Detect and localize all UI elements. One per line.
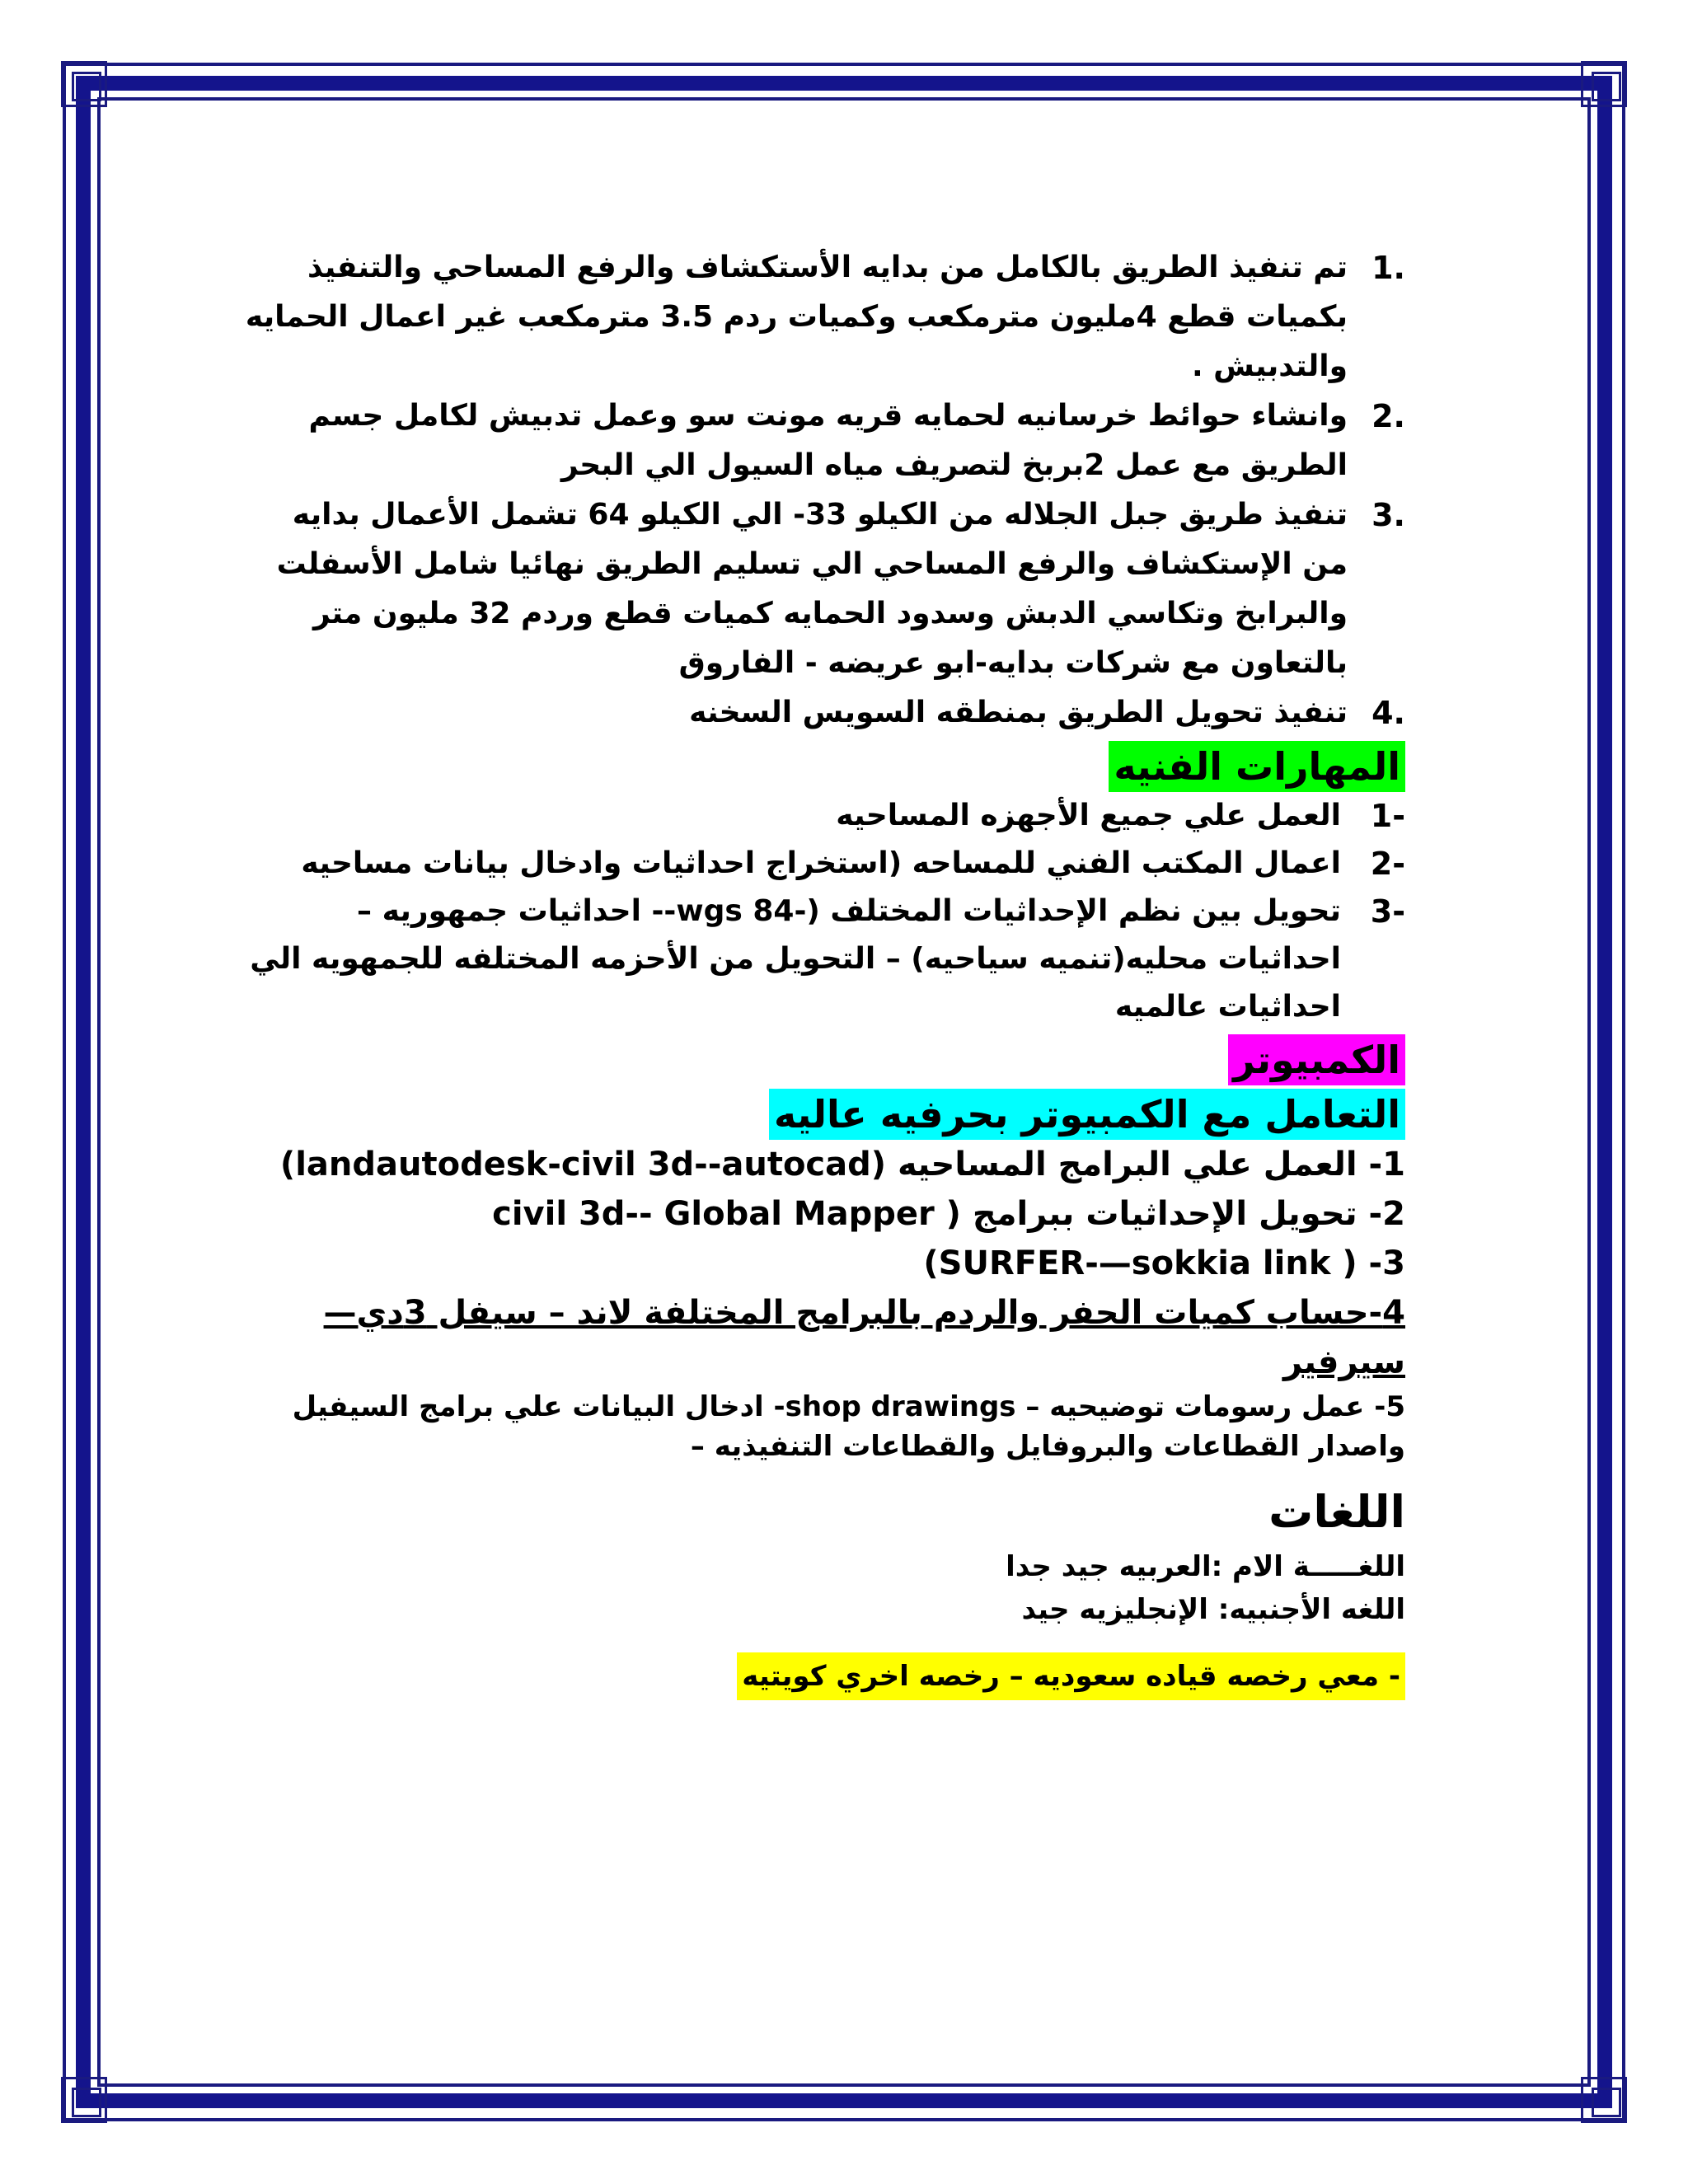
computer-line-underlined: 4-حساب كميات الحفر والردم بالبرامج المختلفة لاند – سيفل 3دي—سيرفير	[323, 1294, 1405, 1381]
computer-line: 3- ( SURFER-—sokkia link)	[923, 1244, 1405, 1282]
skill-item	[239, 888, 1405, 1031]
language-native: اللغـــــة الام :العربيه جيد جدا	[1006, 1550, 1405, 1583]
computer-line: 5- عمل رسومات توضيحيه – shop drawings- ادخال البيانات علي برامج السيفيل واصدار القطاعات والبروفايل والقطاعات التنفيذيه –	[292, 1390, 1405, 1463]
driving-license-note: - معي رخصه قياده سعوديه – رخصه اخري كويتيه	[737, 1652, 1405, 1700]
list-number: 4.	[1372, 695, 1405, 731]
corner-ornament-icon	[61, 61, 107, 107]
languages-heading: اللغات	[1268, 1486, 1405, 1538]
list-text: وانشاء حوائط خرسانيه لحمايه قريه مونت سو وعمل تدبيش لكامل جسم الطريق مع عمل 2بربخ لتصريف مياه السيول الي البحر	[308, 399, 1348, 482]
skill-item	[239, 792, 1405, 840]
skill-text: العمل علي جميع الأجهزه المساحيه	[836, 799, 1341, 832]
list-item	[239, 490, 1405, 688]
skill-number: 1-	[1370, 798, 1405, 834]
skill-number: 3-	[1370, 893, 1405, 930]
list-item	[239, 391, 1405, 490]
experience-list	[239, 243, 1405, 738]
technical-skills-heading: المهارات الفنيه	[1109, 741, 1405, 792]
list-item	[239, 243, 1405, 391]
language-foreign: اللغه الأجنبيه: الإنجليزيه جيد	[1021, 1593, 1405, 1626]
list-number: 2.	[1372, 398, 1405, 434]
list-text: تنفيذ طريق جبل الجلاله من الكيلو 33- الي الكيلو 64 تشمل الأعمال بدايه من الإستكشاف والرفع المساحي الي تسليم الطريق نهائيا شامل الأسفلت والبرابخ وتكاسي الدبش وسدود الحمايه كميات قطع وردم 32 مليون متر بالتعاون مع شركات بدايه-ابو عريضه - الفاروق	[276, 498, 1348, 680]
computer-line: 2- تحويل الإحداثيات ببرامج ( civil 3d-- Global Mapper	[492, 1195, 1405, 1233]
list-number: 3.	[1372, 497, 1405, 533]
list-item	[239, 688, 1405, 738]
skill-text: اعمال المكتب الفني للمساحه (استخراج احداثيات وادخال بيانات مساحيه	[301, 846, 1341, 880]
list-number: 1.	[1372, 250, 1405, 286]
computer-line: 1- العمل علي البرامج المساحيه (landautodesk-civil 3d--autocad)	[279, 1146, 1405, 1183]
skill-number: 2-	[1370, 846, 1405, 882]
resume-content	[239, 243, 1405, 1700]
corner-ornament-icon	[1581, 2077, 1627, 2123]
corner-ornament-icon	[1581, 61, 1627, 107]
skill-text: تحويل بين نظم الإحداثيات المختلف (-84 wgs-- احداثيات جمهوريه – احداثيات محليه(تنميه سياحيه) – التحويل من الأحزمه المختلفه للجمهويه الي احداثيات عالميه	[250, 894, 1341, 1024]
list-text: تنفيذ تحويل الطريق بمنطقه السويس السخنه	[689, 696, 1348, 729]
computer-subheading: التعامل مع الكمبيوتر بحرفيه عاليه	[769, 1089, 1405, 1140]
skill-item	[239, 840, 1405, 888]
list-text: تم تنفيذ الطريق بالكامل من بدايه الأستكشاف والرفع المساحي والتنفيذ بكميات قطع 4مليون مترمكعب وكميات ردم 3.5 مترمكعب غير اعمال الحمايه والتدبيش .	[245, 251, 1348, 383]
computer-heading: الكمبيوتر	[1228, 1034, 1405, 1085]
corner-ornament-icon	[61, 2077, 107, 2123]
